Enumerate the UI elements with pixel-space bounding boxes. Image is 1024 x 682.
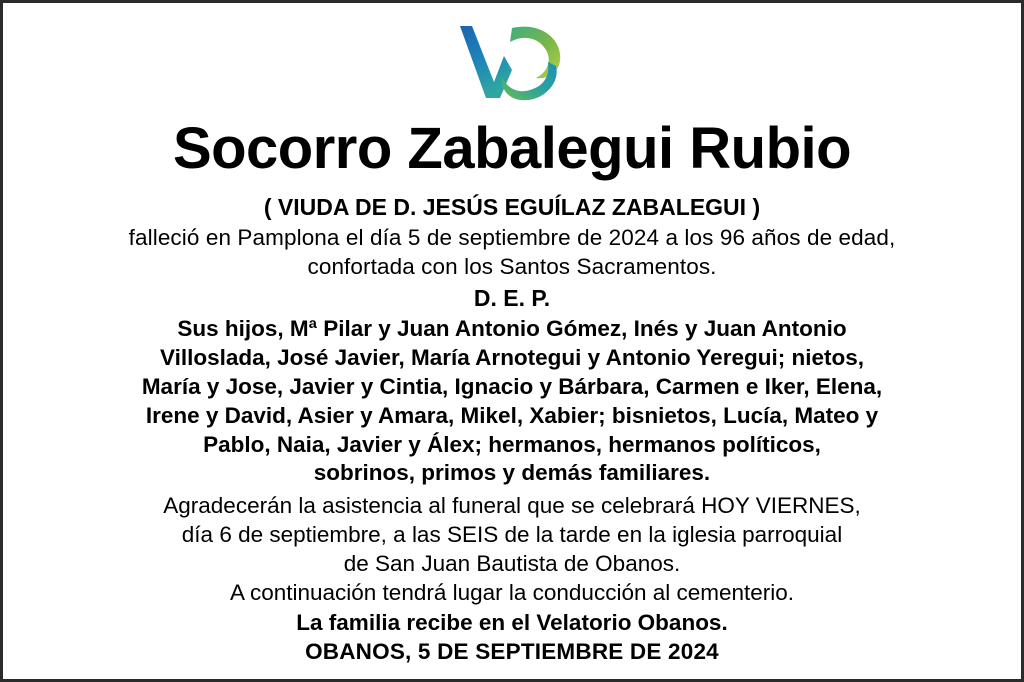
family-line: Sus hijos, Mª Pilar y Juan Antonio Gómez, Inés y Juan Antonio bbox=[177, 316, 847, 342]
funeral-details bbox=[163, 491, 860, 607]
funeral-line: de San Juan Bautista de Obanos. bbox=[343, 551, 681, 577]
funeral-line: Agradecerán la asistencia al funeral que se celebrará HOY VIERNES, bbox=[163, 493, 861, 519]
spouse-line: ( VIUDA DE D. JESÚS EGUÍLAZ ZABALEGUI ) bbox=[263, 193, 761, 220]
family-line: Pablo, Naia, Javier y Álex; hermanos, hermanos políticos, bbox=[203, 431, 821, 457]
family-line: sobrinos, primos y demás familiares. bbox=[313, 460, 711, 486]
velatorio-line: La familia recibe en el Velatorio Obanos. bbox=[296, 610, 728, 636]
funeral-line: A continuación tendrá lugar la conducción al cementerio. bbox=[229, 580, 795, 606]
dep-abbreviation: D. E. P. bbox=[473, 285, 551, 312]
vo-monogram-icon bbox=[452, 20, 572, 104]
page-title: Socorro Zabalegui Rubio bbox=[172, 116, 852, 181]
family-line: Villoslada, José Javier, María Arnotegui y Antonio Yeregui; nietos, bbox=[160, 345, 864, 371]
vo-monogram-logo bbox=[452, 19, 572, 105]
family-line: María y Jose, Javier y Cintia, Ignacio y Bárbara, Carmen e Iker, Elena, bbox=[141, 374, 883, 400]
passing-details bbox=[129, 224, 896, 282]
funeral-line: día 6 de septiembre, a las SEIS de la tarde en la iglesia parroquial bbox=[181, 522, 843, 548]
passing-line: confortada con los Santos Sacramentos. bbox=[307, 253, 717, 279]
family-list bbox=[142, 315, 882, 488]
passing-line: falleció en Pamplona el día 5 de septiembre de 2024 a los 96 años de edad, bbox=[128, 224, 896, 250]
family-line: Irene y David, Asier y Amara, Mikel, Xabier; bisnietos, Lucía, Mateo y bbox=[145, 402, 879, 428]
place-and-date: OBANOS, 5 DE SEPTIEMBRE DE 2024 bbox=[305, 639, 719, 665]
